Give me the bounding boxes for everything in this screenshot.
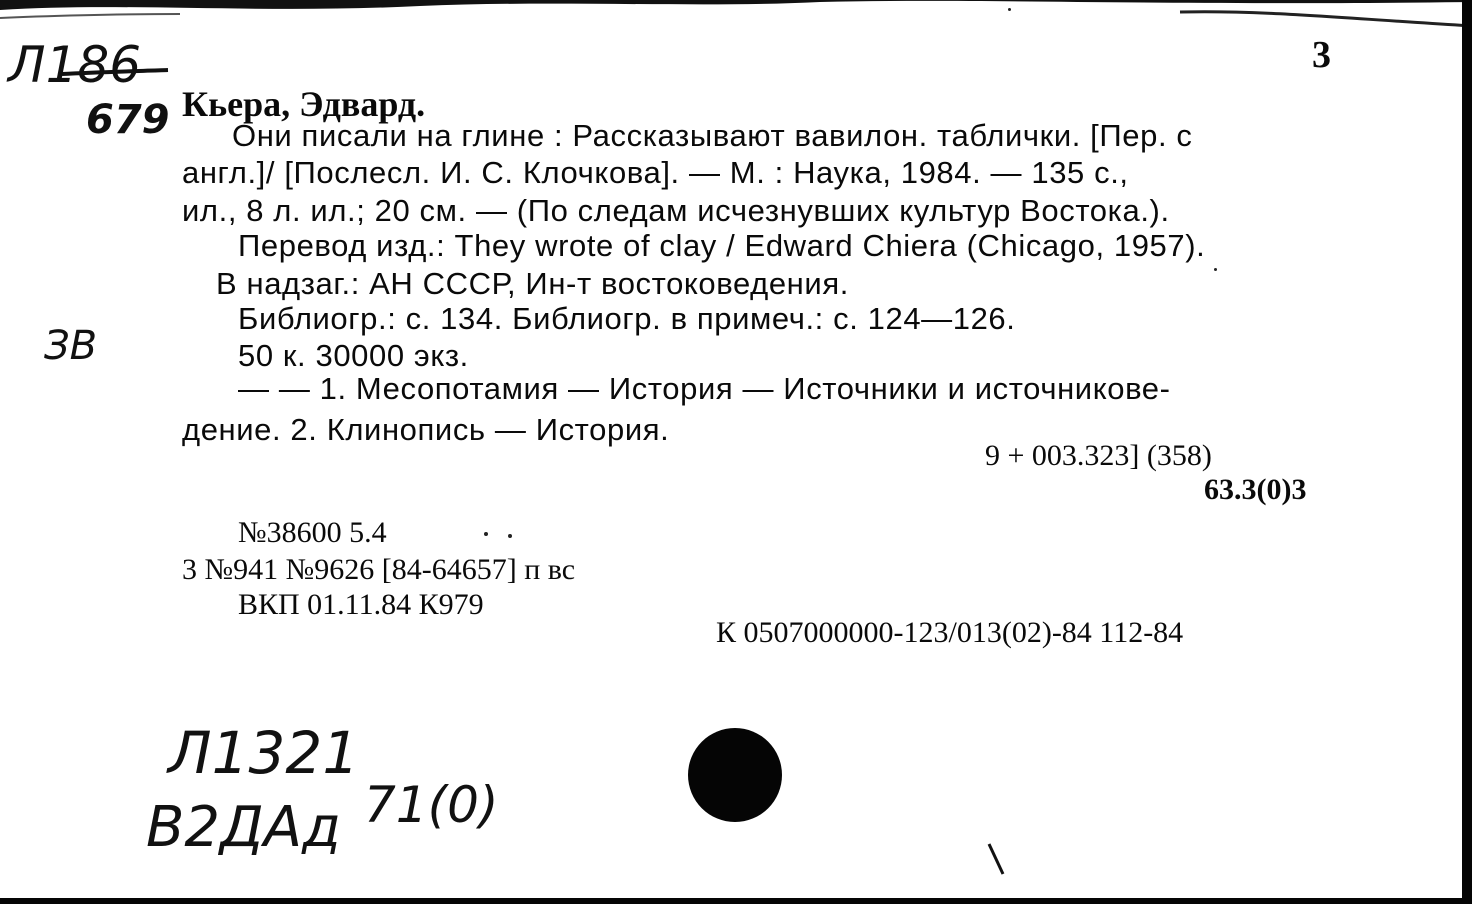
- tech-line-3: ВКП 01.11.84 К979: [238, 588, 484, 621]
- title-line-2: англ.]/ [Послесл. И. С. Клочкова]. — М. : Наука, 1984. — 135 с.,: [182, 155, 1129, 190]
- bottom-mark-2-sup: 71(0): [364, 776, 499, 834]
- code-line: К 0507000000-123/013(02)-84 112-84: [716, 616, 1184, 649]
- page-number: 3: [1312, 34, 1331, 76]
- subjects-line-2: дение. 2. Клинопись — История.: [182, 412, 670, 447]
- tech-line-2: 3 №941 №9626 [84-64657] п вс: [182, 553, 576, 586]
- bottom-mark-2: В2ДАд: [146, 795, 341, 860]
- speck: [484, 532, 488, 536]
- tech-line-1: №38600 5.4: [238, 516, 387, 549]
- author-heading: Кьера, Эдвард.: [182, 84, 426, 124]
- speck: [1214, 268, 1217, 271]
- shelf-mark-sub: 679: [86, 97, 170, 143]
- bibliography-line: Библиогр.: с. 134. Библиогр. в примеч.: с. 124—126.: [238, 301, 1016, 336]
- classification-line-1: 9 + 003.323] (358): [985, 439, 1212, 472]
- bottom-mark-1: Л1321: [168, 719, 360, 787]
- shelf-mark-underline: [60, 66, 170, 80]
- side-mark: ЗВ: [44, 323, 98, 369]
- classification-line-2: 63.3(0)3: [1204, 473, 1307, 506]
- heading-note-line: В надзаг.: АН СССР, Ин-т востоковедения.: [216, 266, 849, 301]
- price-line: 50 к. 30000 экз.: [238, 338, 469, 373]
- translation-line: Перевод изд.: They wrote of clay / Edward Chiera (Chicago, 1957).: [238, 228, 1206, 263]
- speck: [1008, 8, 1011, 11]
- subjects-line-1: — — 1. Месопотамия — История — Источники и источникове-: [238, 371, 1171, 406]
- speck: [508, 534, 512, 538]
- scan-top-edge: [0, 0, 1472, 30]
- title-line-1: Они писали на глине : Рассказывают вавилон. таблички. [Пер. с: [232, 118, 1193, 153]
- title-line-3: ил., 8 л. ил.; 20 см. — (По следам исчезнувших культур Востока.).: [182, 193, 1170, 228]
- shelf-mark-top: Л186: [8, 36, 142, 94]
- stray-mark: [985, 840, 1009, 880]
- punch-hole: [688, 728, 782, 822]
